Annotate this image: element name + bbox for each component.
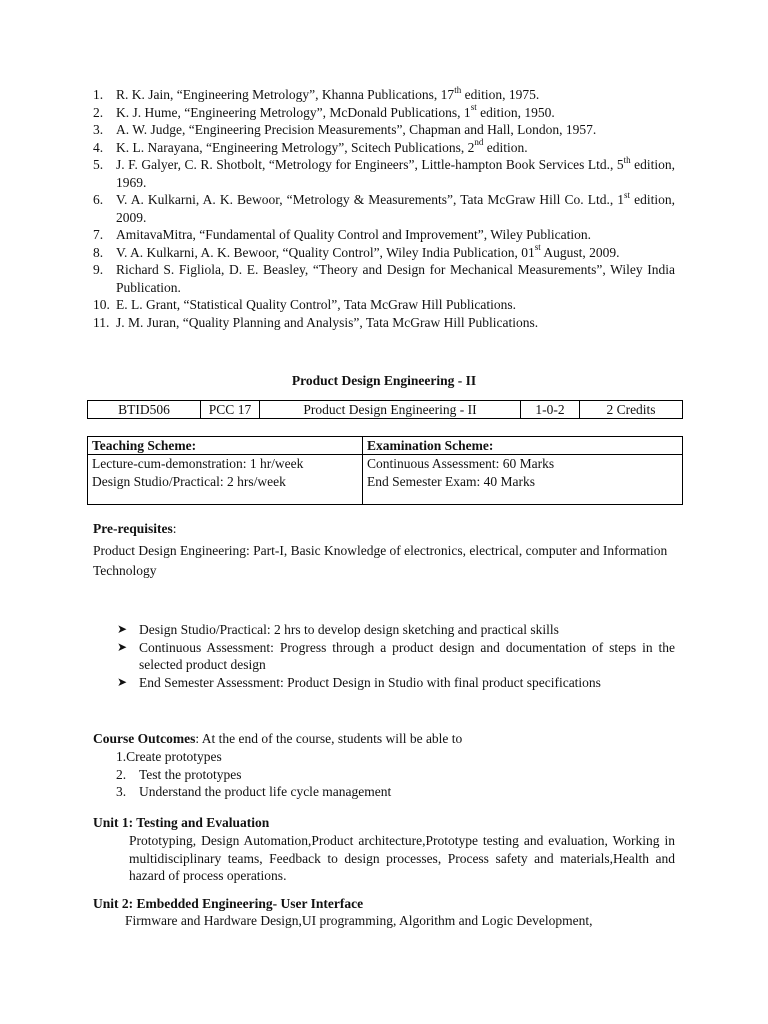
reference-item: 10. E. L. Grant, “Statistical Quality Control”, Tata McGraw Hill Publications. <box>93 297 516 312</box>
list-item: ➤ Design Studio/Practical: 2 hrs to develop design sketching and practical skills <box>117 622 559 637</box>
teaching-scheme-heading: Teaching Scheme: <box>88 437 363 455</box>
teaching-scheme-cell <box>88 455 363 505</box>
course-ltp-cell: 1-0-2 <box>521 401 580 419</box>
course-title: Product Design Engineering - II <box>291 373 477 388</box>
reference-list <box>93 86 675 331</box>
course-code-cell: BTID506 <box>88 401 201 419</box>
reference-item: 7. AmitavaMitra, “Fundamental of Quality Control and Improvement”, Wiley Publication. <box>93 227 591 242</box>
reference-item: 4. K. L. Narayana, “Engineering Metrology”, Scitech Publications, 2nd edition. <box>93 137 528 155</box>
reference-item: 1. R. K. Jain, “Engineering Metrology”, Khanna Publications, 17th edition, 1975. <box>93 84 540 102</box>
teaching-line: Lecture-cum-demonstration: 1 hr/week <box>92 456 304 471</box>
reference-item: 3. A. W. Judge, “Engineering Precision Measurements”, Chapman and Hall, London, 1957. <box>93 122 597 137</box>
list-item: ➤ End Semester Assessment: Product Design in Studio with final product specifications <box>117 674 601 690</box>
unit1-heading: Unit 1: Testing and Evaluation <box>93 815 270 830</box>
assessment-bullet-list <box>117 621 675 691</box>
course-outcomes-heading: Course Outcomes <box>93 731 196 746</box>
unit2-heading: Unit 2: Embedded Engineering- User Interface <box>93 896 364 911</box>
prerequisites-section: Pre-requisites: Product Design Engineering: Part-I, Basic Knowledge of electronics, electrical, computer and Information Technology <box>93 520 675 581</box>
exam-line: End Semester Exam: 40 Marks <box>367 473 535 489</box>
unit1-body: Prototyping, Design Automation,Product architecture,Prototype testing and evaluation, Working in multidisciplinary teams, Feedback to design processes, Process safety and materials,Health and hazard of process operations. <box>129 833 675 883</box>
course-credits-cell: 2 Credits <box>580 401 683 419</box>
exam-line: Continuous Assessment: 60 Marks <box>367 456 555 471</box>
table-row <box>88 437 683 455</box>
reference-item: 5. J. F. Galyer, C. R. Shotbolt, “Metrology for Engineers”, Little-hampton Book Services Ltd., 5th edition, 1969. <box>93 154 675 190</box>
course-category-cell: PCC 17 <box>201 401 260 419</box>
course-name-cell: Product Design Engineering - II <box>260 401 521 419</box>
table-row <box>88 401 683 419</box>
exam-scheme-cell <box>363 455 683 505</box>
arrowhead-bullet-icon: ➤ <box>117 674 128 689</box>
prerequisites-text: Product Design Engineering: Part-I, Basic Knowledge of electronics, electrical, computer and Information Technology <box>93 542 668 578</box>
reference-item: 9. Richard S. Figliola, D. E. Beasley, “Theory and Design for Mechanical Measurements”, Wiley India Publication. <box>93 262 675 295</box>
unit2-body: Firmware and Hardware Design,UI programming, Algorithm and Logic Development, <box>125 913 593 928</box>
table-row <box>88 455 683 505</box>
arrowhead-bullet-icon: ➤ <box>117 622 128 636</box>
reference-item: 2. K. J. Hume, “Engineering Metrology”, McDonald Publications, 1st edition, 1950. <box>93 102 555 120</box>
teaching-line: Design Studio/Practical: 2 hrs/week <box>92 473 286 489</box>
list-item: 1.Create prototypes <box>116 749 222 764</box>
reference-item: 6. V. A. Kulkarni, A. K. Bewoor, “Metrology & Measurements”, Tata McGraw Hill Co. Ltd., 1st edition, 2009. <box>93 189 675 225</box>
course-outcomes-list <box>116 748 636 801</box>
reference-item: 11. J. M. Juran, “Quality Planning and Analysis”, Tata McGraw Hill Publications. <box>93 314 539 330</box>
list-item: 2. Test the prototypes <box>116 766 242 782</box>
prerequisites-heading: Pre-requisites <box>93 521 173 536</box>
list-item: 3. Understand the product life cycle management <box>116 784 392 799</box>
course-outcomes-heading-line: Course Outcomes: At the end of the course, students will be able to <box>93 731 463 746</box>
exam-scheme-heading: Examination Scheme: <box>363 437 683 455</box>
course-info-table <box>87 400 683 419</box>
reference-item: 8. V. A. Kulkarni, A. K. Bewoor, “Quality Control”, Wiley India Publication, 01st August, 2009. <box>93 242 620 260</box>
scheme-table <box>87 436 683 505</box>
list-item: ➤ Continuous Assessment: Progress through a product design and documentation of steps in the selected product design <box>117 639 675 672</box>
arrowhead-bullet-icon: ➤ <box>117 639 128 654</box>
